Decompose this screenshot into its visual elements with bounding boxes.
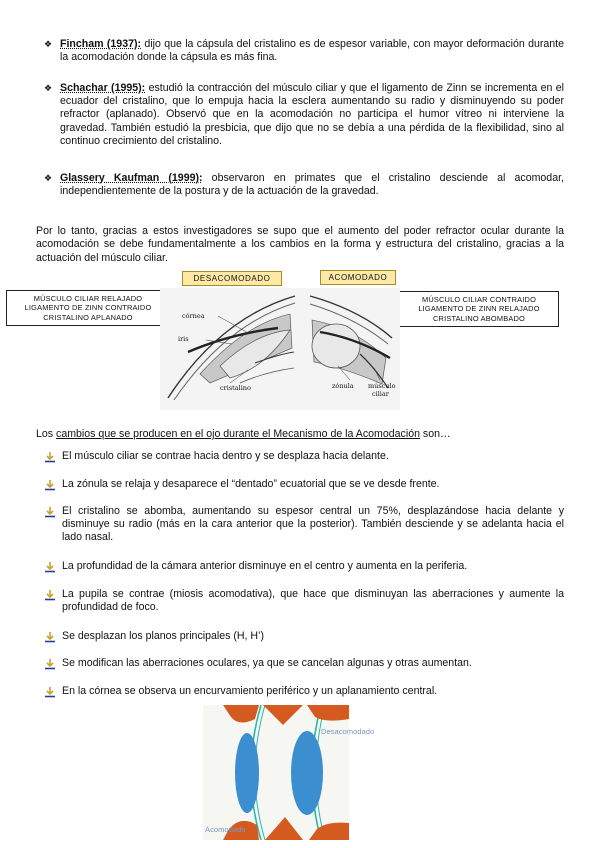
intro-prefix: Los [36,428,57,440]
arrow-bullet-icon [44,589,56,601]
relaxed-state-note [6,290,170,326]
change-text: La profundidad de la cámara anterior disminuye en el centro y aumenta en la periferia. [62,560,468,572]
author-name: Fincham (1937): [60,38,142,50]
zonule-shape [263,705,303,725]
lens-shape-illustration [203,705,349,840]
change-text: El músculo ciliar se contrae hacia dentro y se desplaza hacia delante. [62,450,389,462]
acomodado-caption: Acomodado [205,825,246,834]
list-item [44,505,564,545]
arrow-bullet-icon [44,561,56,573]
diamond-bullet-icon: ❖ [44,39,53,49]
list-item [44,560,564,573]
note-line: CRISTALINO ABOMBADO [433,313,525,323]
bullet-text: dijo que la cápsula del cristalino es de espesor variable, con mayor deformación durante la acomodación donde la cápsula es más fina. [60,38,564,64]
zonule-shape [265,817,303,840]
lens-shape [235,733,259,813]
change-text: Se modifican las aberraciones oculares, ya que se cancelan algunas y otras aumentan. [62,657,472,669]
cristalino-label: cristalino [220,384,251,392]
note-line: CRISTALINO APLANADO [43,312,133,322]
bullet-text: estudió la contracción del músculo ciliar y que el ligamento de Zinn se incrementa en el ecuador del cristalino, que lo empuja hacia la esclera aumentando su radio y disminuyendo su poder refractor (aplanado). Observó que en la acomodación no participa el humor vítreo ni interviene la gravedad. También estudió la presbicia, que dijo que no se debía a una pérdida de la flexibilidad, sino al continuo crecimiento del cristalino. [60,82,565,147]
bullet-item [44,172,564,198]
iris-label: iris [178,335,189,343]
author-name: Schachar (1995): [60,82,146,94]
arrow-bullet-icon [44,658,56,670]
note-line: LIGAMENTO DE ZINN RELAJADO [418,304,540,314]
change-text: Se desplazan los planos principales (H, H’) [62,630,264,642]
changes-intro [36,428,451,440]
change-text: La pupila se contrae (miosis acomodativa), que hace que disminuyan las aberraciones y aumente la profundidad de foco. [62,588,564,614]
bullet-text: observaron en primates que el cristalino desciende al acomodar, independientemente de la postura y de la actuación de la gravedad. [60,172,564,198]
cornea-label: córnea [182,312,205,320]
lens-shape-figure [203,705,375,840]
note-line: LIGAMENTO DE ZINN CONTRAIDO [24,303,152,313]
diamond-bullet-icon: ❖ [44,173,53,183]
accommodated-state-note [399,291,559,327]
arrow-bullet-icon [44,631,56,643]
list-item [44,685,564,698]
note-line: MÚSCULO CILIAR RELAJADO [33,294,143,303]
zonule-shape [223,705,259,723]
desacomodado-caption: Desacomodado [321,727,375,736]
change-text: La zónula se relaja y desaparece el “dentado” ecuatorial que se ve desde frente. [62,478,440,490]
list-item [44,588,564,614]
desacomodado-tag: DESACOMODADO [182,271,282,286]
musculo-label: músculo [368,382,396,390]
bullet-item [44,38,564,64]
list-item [44,630,564,643]
bullet-item [44,82,564,148]
arrow-bullet-icon [44,506,56,518]
zonule-shape [307,705,349,721]
arrow-bullet-icon [44,686,56,698]
zonule-shape [309,823,349,840]
author-name: Glassery Kaufman (1999): [60,172,203,184]
arrow-bullet-icon [44,479,56,491]
diamond-bullet-icon: ❖ [44,83,53,93]
arrow-bullet-icon [44,451,56,463]
acomodado-tag: ACOMODADO [320,270,396,285]
intro-suffix: son… [419,428,451,440]
list-item [44,478,564,491]
list-item [44,657,564,670]
ciliar-label: ciliar [372,390,389,398]
note-line: MÚSCULO CILIAR CONTRAIDO [421,295,537,304]
list-item [44,450,564,463]
change-text: El cristalino se abomba, aumentando su espesor central un 75%, desplazándose hacia delante y disminuye su radio (más en la cara anterior que la posterior). También desciende y se adelanta hacia el lado nasal. [62,505,564,544]
zonula-label: zónula [332,382,354,390]
intro-underlined-text: cambios que se producen en el ojo durante el Mecanismo de la Acomodación [56,428,420,440]
change-text: En la córnea se observa un encurvamiento periférico y un aplanamiento central. [62,685,438,697]
summary-paragraph: Por lo tanto, gracias a estos investigadores se supo que el aumento del poder refractor ocular durante la acomodación se debe fundamentalmente a los cambios en la forma y estructura del cristalino, gracias a la actuación del músculo ciliar. [36,225,564,264]
eye-accommodation-diagram [160,288,400,410]
lens-shape [291,731,323,815]
